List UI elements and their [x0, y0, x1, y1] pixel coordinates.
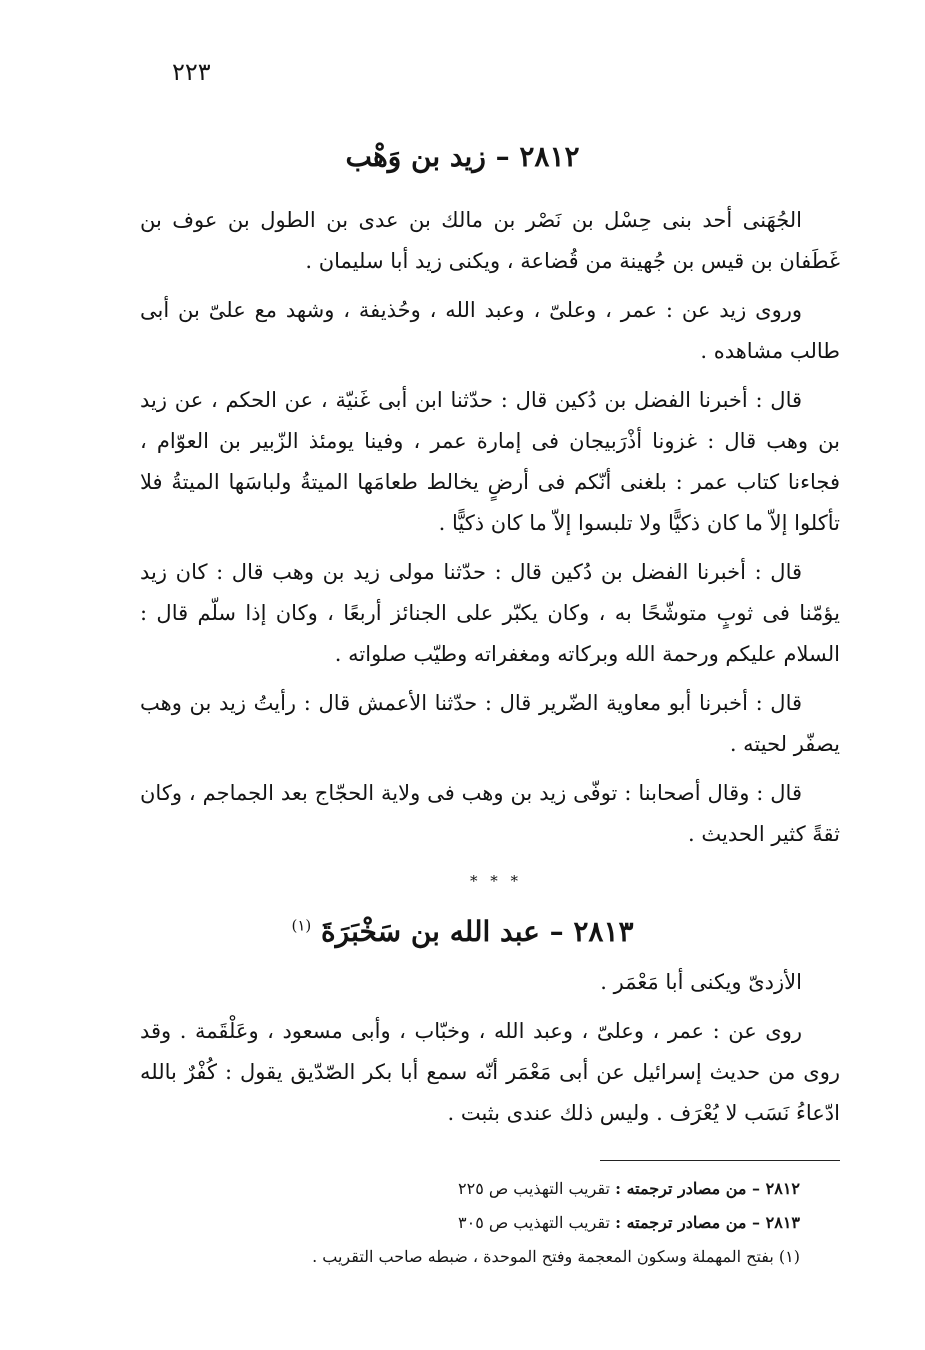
entry-body-2813	[140, 962, 840, 1142]
paragraph: قال : أخبرنا الفضل بن دُكين قال : حدّثنا مولى زيد بن وهب قال : كان زيد يؤمّنا فى ثوبٍ متوشّحًا به ، وكان يكبّر على الجنائز أربعًا ، وكان إذا سلّم قال : السلام عليكم ورحمة الله وبركاته ومغفراته وطيّب صلواته .	[140, 560, 840, 666]
paragraph: روى عن : عمر ، وعلىّ ، وعبد الله ، وخبّاب ، وأبى مسعود ، وعَلْقَمة . وقد روى من حديث إسرائيل عن أبى مَعْمَر أنّه سمع أبا بكر الصّدّيق يقول : كُفْرٌ بالله ادّعاءُ نَسَب لا يُعْرَف . وليس ذلك عندى بثبت .	[140, 1019, 840, 1125]
entry-title-2812: ٢٨١٢ – زيد بن وَهْب	[345, 140, 580, 173]
footnote	[260, 1172, 800, 1206]
entry-title-text: ٢٨١٣ – عبد الله بن سَخْبَرَةَ	[320, 915, 634, 948]
footnote-text: تقريب التهذيب ص ٣٠٥	[458, 1213, 611, 1232]
entry-title-2813	[140, 915, 785, 948]
paragraph: الأزدىّ ويكنى أبا مَعْمَر .	[600, 970, 802, 994]
footnote-text: تقريب التهذيب ص ٢٢٥	[458, 1179, 611, 1198]
footnote	[260, 1206, 800, 1240]
page-number: ٢٢٣	[172, 58, 211, 86]
paragraph: الجُهَنى أحد بنى حِسْل بن نَصْر بن مالك بن عدى بن الطول بن عوف بن غَطَفان بن قيس بن جُهينة من قُضاعة ، ويكنى زيد أبا سليمان .	[140, 208, 840, 273]
footnote-text: (١) بفتح المهملة وسكون المعجمة وفتح الموحدة ، ضبطه صاحب التقريب .	[312, 1247, 800, 1266]
paragraph: قال : وقال أصحابنا : توفّى زيد بن وهب فى ولاية الحجّاج بعد الجماجم ، وكان ثقةً كثير الحديث .	[140, 781, 840, 846]
entry-body-2812	[140, 200, 840, 863]
paragraph: وروى زيد عن : عمر ، وعلىّ ، وعبد الله ، وحُذيفة ، وشهد مع علىّ بن أبى طالب مشاهده .	[140, 298, 840, 363]
footnote-label: ٢٨١٣ – من مصادر ترجمته :	[615, 1213, 800, 1232]
section-separator: * * *	[470, 872, 523, 890]
footnote-divider	[600, 1160, 840, 1161]
footnote-marker: (١)	[291, 916, 312, 935]
footnote	[260, 1240, 800, 1274]
footnotes	[260, 1172, 800, 1274]
footnote-label: ٢٨١٢ – من مصادر ترجمته :	[615, 1179, 800, 1198]
paragraph: قال : أخبرنا الفضل بن دُكين قال : حدّثنا ابن أبى غَنيّة ، عن الحكم ، عن زيد بن وهب قال : غزونا أذْرَبيجان فى إمارة عمر ، وفينا يومئذ الزّبير بن العوّام ، فجاءنا كتاب عمر : بلغنى أنّكم فى أرضٍ يخالط طعامَها الميتةُ ولباسَها الميتةُ فلا تأكلوا إلاّ ما كان ذكيًّا ولا تلبسوا إلاّ ما كان ذكيًّا .	[140, 388, 840, 535]
paragraph: قال : أخبرنا أبو معاوية الضّرير قال : حدّثنا الأعمش قال : رأيتُ زيد بن وهب يصفّر لحيته .	[140, 691, 840, 756]
